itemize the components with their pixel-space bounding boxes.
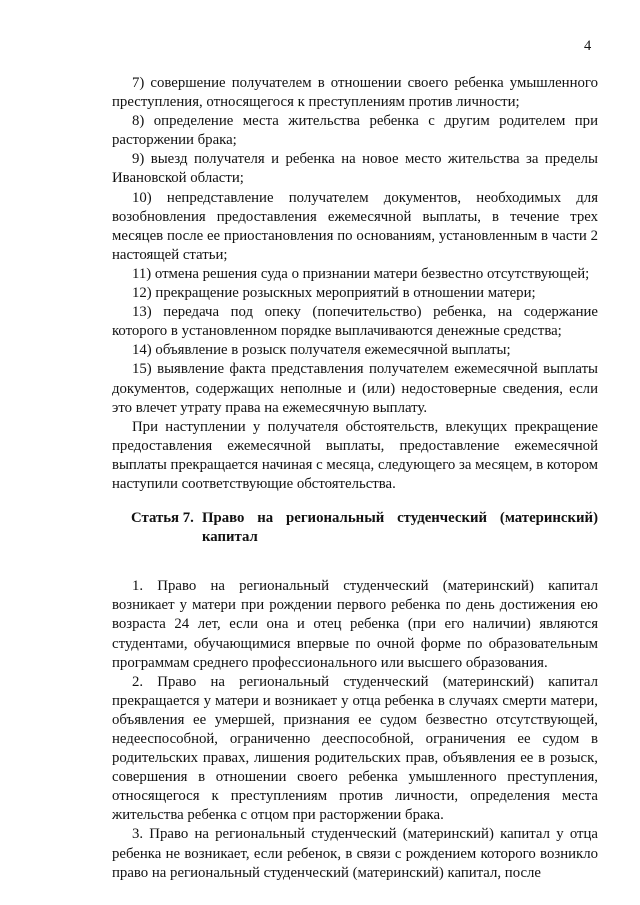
article-heading	[112, 509, 598, 547]
article-paragraph-2: 2. Право на региональный студенческий (материнский) капитал прекращается у матери и возникает у отца ребенка в случаях смерти матери, объявления ее умершей, признания ее судом безвестно отсутствующей, недееспособной, ограниченно дееспособной, ограничения ее судом в родительских правах, лишения родительских прав, объявления ее в розыск, совершения в отношении своего ребенка умышленного преступления, относящегося к преступлениям против личности, определения места жительства ребенка с отцом при расторжении брака.	[112, 673, 598, 824]
closing-paragraph: При наступлении у получателя обстоятельств, влекущих прекращение предоставления ежемесячной выплаты, предоставление ежемесячной выплаты прекращается начиная с месяца, следующего за месяцем, в котором наступили соответствующие обстоятельства.	[112, 418, 598, 492]
article-paragraph-3: 3. Право на региональный студенческий (материнский) капитал у отца ребенка не возникает, если ребенок, в связи с рождением которого возникло право на региональный студенческий (материнский) капитал, после	[112, 826, 598, 881]
article-number: Статья 7.	[131, 510, 194, 527]
list-item-7: 7) совершение получателем в отношении своего ребенка умышленного преступления, относящегося к преступлениям против личности;	[112, 75, 598, 111]
list-item-14: 14) объявление в розыск получателя ежемесячной выплаты;	[132, 342, 511, 359]
list-item-10: 10) непредставление получателем документов, необходимых для возобновления предоставления ежемесячной выплаты, в течение трех месяцев после ее приостановления по основаниям, установленным в части 2 настоящей статьи;	[112, 189, 598, 263]
list-item-13: 13) передача под опеку (попечительство) ребенка, на содержание которого в установленном порядке выплачиваются денежные средства;	[112, 304, 598, 340]
page-number: 4	[584, 38, 592, 54]
article-title: Право на региональный студенческий (материнский) капитал	[202, 510, 598, 546]
document-body	[112, 74, 598, 883]
list-item-9: 9) выезд получателя и ребенка на новое место жительства за пределы Ивановской области;	[112, 151, 598, 187]
list-item-12: 12) прекращение розыскных мероприятий в отношении матери;	[132, 285, 536, 302]
list-item-8: 8) определение места жительства ребенка с другим родителем при расторжении брака;	[112, 113, 598, 149]
list-item-15: 15) выявление факта представления получателем ежемесячной выплаты документов, содержащих неполные и (или) недостоверные сведения, если это влечет утрату права на ежемесячную выплату.	[112, 361, 598, 416]
list-item-11: 11) отмена решения суда о признании матери безвестно отсутствующей;	[132, 265, 590, 282]
article-paragraph-1: 1. Право на региональный студенческий (материнский) капитал возникает у матери при рождении первого ребенка по день достижения ею возраста 24 лет, если она и отец ребенка (при его наличии) являются студентами, обучающимися впервые по очной форме по образовательным программам среднего профессионального или высшего образования.	[112, 578, 598, 671]
